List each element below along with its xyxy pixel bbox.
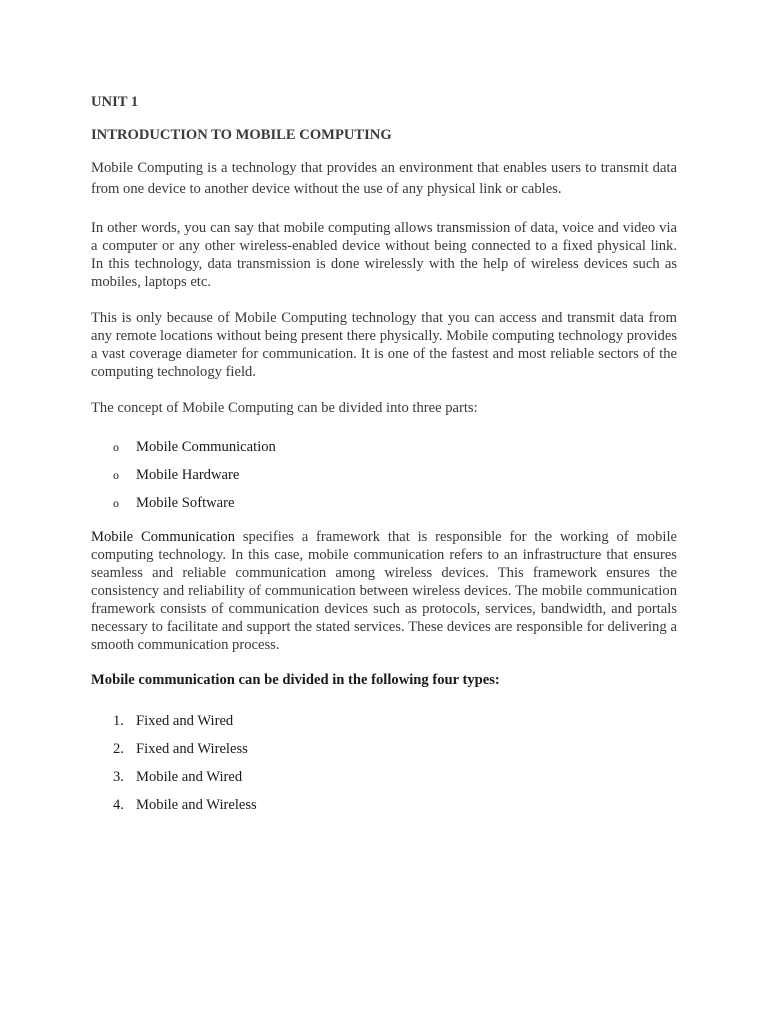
list-number: 4. <box>113 797 124 813</box>
list-item-label: Mobile Communication <box>136 439 276 455</box>
list-item <box>91 466 677 484</box>
list-item <box>91 796 677 814</box>
list-item <box>91 438 677 456</box>
types-list <box>91 712 677 814</box>
list-item <box>91 712 677 730</box>
types-heading: Mobile communication can be divided in the following four types: <box>91 672 500 688</box>
bullet-icon: o <box>113 440 119 454</box>
list-item <box>91 740 677 758</box>
paragraph-three-parts: The concept of Mobile Computing can be divided into three parts: <box>91 400 478 416</box>
paragraph-remote-access: This is only because of Mobile Computing technology that you can access and transmit data from any remote locations without being present there physically. Mobile computing technology provides a vast coverage diameter for communication. It is one of the fastest and most reliable sectors of the computing technology field. <box>91 310 677 380</box>
bullet-icon: o <box>113 496 119 510</box>
list-item-label: Mobile Hardware <box>136 467 240 483</box>
list-item <box>91 768 677 786</box>
document-page <box>91 93 677 824</box>
document-title: INTRODUCTION TO MOBILE COMPUTING <box>91 127 392 143</box>
list-item-label: Mobile and Wired <box>136 769 243 785</box>
list-number: 1. <box>113 713 124 729</box>
list-item-label: Mobile Software <box>136 495 235 511</box>
list-number: 2. <box>113 741 124 757</box>
list-item-label: Fixed and Wireless <box>136 741 248 757</box>
term-mobile-communication: Mobile Communication <box>91 529 236 545</box>
list-item-label: Mobile and Wireless <box>136 797 257 813</box>
unit-label: UNIT 1 <box>91 94 139 110</box>
list-number: 3. <box>113 769 124 785</box>
list-item-label: Fixed and Wired <box>136 713 234 729</box>
parts-list <box>91 438 677 512</box>
bullet-icon: o <box>113 468 119 482</box>
paragraph-definition: Mobile Computing is a technology that provides an environment that enables users to transmit data from one device to another device without the use of any physical link or cables. <box>91 160 677 197</box>
paragraph-body: specifies a framework that is responsible for the working of mobile computing technology. In this case, mobile communication refers to an infrastructure that ensures seamless and reliable communication among wireless devices. This framework ensures the consistency and reliability of communication between wireless devices. The mobile communication framework consists of communication devices such as protocols, services, bandwidth, and portals necessary to facilitate and support the stated services. These devices are responsible for delivering a smooth communication process. <box>91 529 677 653</box>
paragraph-other-words: In other words, you can say that mobile computing allows transmission of data, voice and video via a computer or any other wireless-enabled device without being connected to a fixed physical link. In this technology, data transmission is done wirelessly with the help of wireless devices such as mobiles, laptops etc. <box>91 220 677 290</box>
paragraph-mobile-communication <box>91 528 677 654</box>
list-item <box>91 494 677 512</box>
